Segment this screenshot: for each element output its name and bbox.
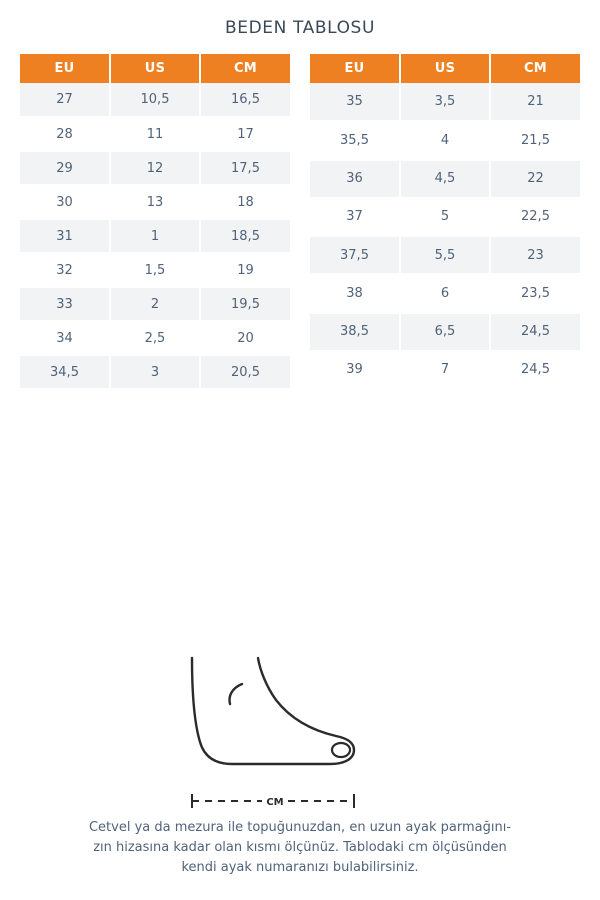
cell-cm: 21,5 [490,121,580,159]
table-row [20,253,290,287]
cell-cm: 17 [200,117,290,151]
table-row [310,274,580,312]
cm-ruler-icon [170,790,430,812]
column-header-cm: CM [200,54,290,83]
cell-eu: 29 [20,151,110,185]
column-header-us: US [400,54,490,83]
cell-us: 11 [110,117,200,151]
cell-us: 1 [110,219,200,253]
table-row [310,160,580,198]
cell-us: 1,5 [110,253,200,287]
cell-cm: 18,5 [200,219,290,253]
cell-us: 4 [400,121,490,159]
child-size-table [20,54,290,390]
column-header-us: US [110,54,200,83]
table-row [20,321,290,355]
cell-eu: 35 [310,83,400,121]
instructions-line-2: zın hizasına kadar olan kısmı ölçünüz. Tablodaki cm ölçüsünden [93,840,507,855]
cell-eu: 34,5 [20,355,110,389]
table-row [20,287,290,321]
table-row [310,198,580,236]
cell-us: 2,5 [110,321,200,355]
cell-us: 13 [110,185,200,219]
table-header-row [310,54,580,83]
column-header-eu: EU [310,54,400,83]
cell-eu: 37 [310,198,400,236]
table-row [310,121,580,159]
cell-cm: 23 [490,236,580,274]
table-row [310,313,580,351]
cell-cm: 24,5 [490,351,580,389]
cell-eu: 37,5 [310,236,400,274]
cell-us: 6,5 [400,313,490,351]
cell-us: 7 [400,351,490,389]
cell-us: 10,5 [110,83,200,117]
ruler-unit-label: CM [266,797,284,808]
table-row [310,351,580,389]
foot-outline-icon [170,650,430,790]
cell-eu: 28 [20,117,110,151]
cell-cm: 24,5 [490,313,580,351]
cell-eu: 34 [20,321,110,355]
page-title: BEDEN TABLOSU [225,18,375,38]
cell-eu: 36 [310,160,400,198]
table-row [20,83,290,117]
table-header-row [20,54,290,83]
cell-eu: 27 [20,83,110,117]
cell-eu: 39 [310,351,400,389]
table-row [310,83,580,121]
instructions-line-3: kendi ayak numaranızı bulabilirsiniz. [181,860,419,875]
cell-cm: 22 [490,160,580,198]
cell-cm: 16,5 [200,83,290,117]
cell-eu: 38,5 [310,313,400,351]
cell-us: 5,5 [400,236,490,274]
cell-cm: 18 [200,185,290,219]
column-header-eu: EU [20,54,110,83]
table-row [20,151,290,185]
table-row [20,185,290,219]
cell-eu: 35,5 [310,121,400,159]
cell-cm: 20,5 [200,355,290,389]
instructions-line-1: Cetvel ya da mezura ile topuğunuzdan, en uzun ayak parmağını- [88,820,512,835]
cell-eu: 33 [20,287,110,321]
column-header-cm: CM [490,54,580,83]
cell-cm: 19,5 [200,287,290,321]
cell-us: 12 [110,151,200,185]
cell-us: 2 [110,287,200,321]
table-row [310,236,580,274]
cell-us: 3,5 [400,83,490,121]
cell-eu: 30 [20,185,110,219]
table-row [20,355,290,389]
cell-cm: 21 [490,83,580,121]
cell-eu: 31 [20,219,110,253]
measurement-instructions [0,818,600,878]
cell-us: 5 [400,198,490,236]
cell-us: 4,5 [400,160,490,198]
cell-cm: 19 [200,253,290,287]
cell-us: 3 [110,355,200,389]
cell-eu: 32 [20,253,110,287]
cell-eu: 38 [310,274,400,312]
foot-measure-illustration [0,650,600,816]
cell-cm: 22,5 [490,198,580,236]
cell-cm: 23,5 [490,274,580,312]
table-row [20,117,290,151]
size-tables-container [0,54,600,390]
cell-cm: 20 [200,321,290,355]
adult-size-table [310,54,580,390]
cell-us: 6 [400,274,490,312]
table-row [20,219,290,253]
cell-cm: 17,5 [200,151,290,185]
